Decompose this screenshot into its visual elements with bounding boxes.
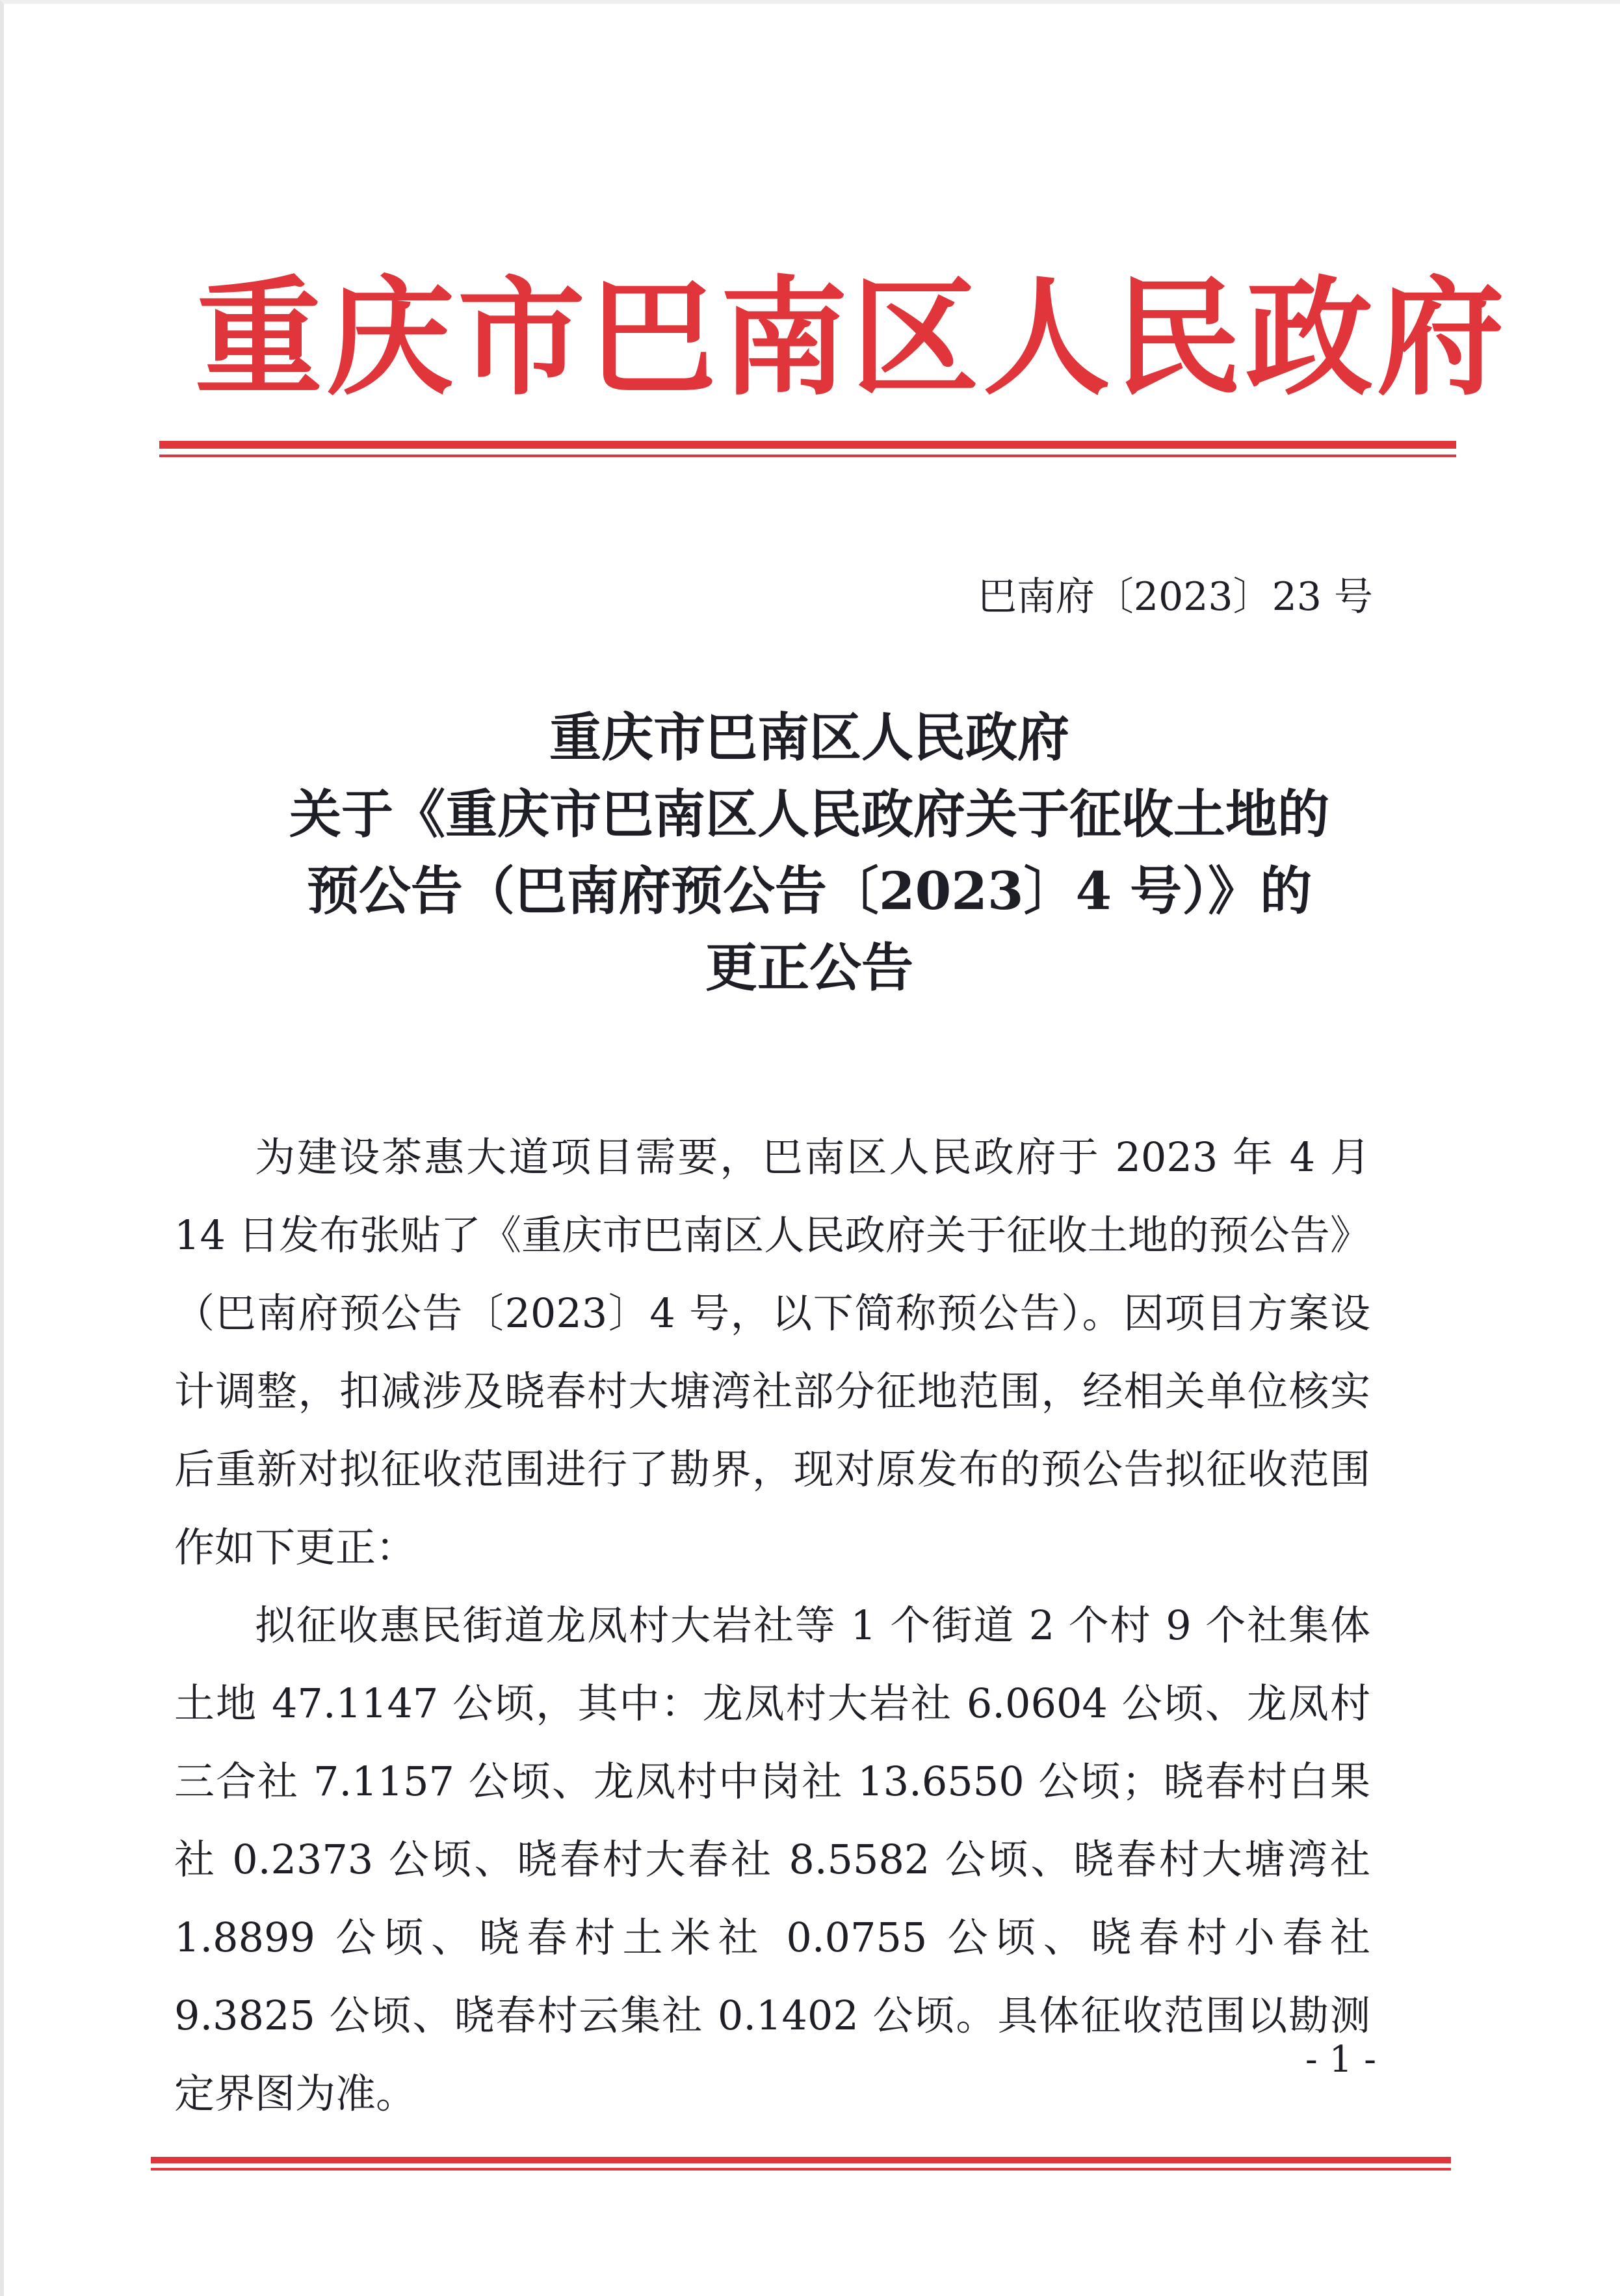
body-paragraph: 为建设茶惠大道项目需要，巴南区人民政府于 2023 年 4 月 14 日发布张贴了《重庆市巴南区人民政府关于征收土地的预公告》（巴南府预公告〔2023〕4 号，以下简称预公告）。因项目方案设计调整，扣减涉及晓春村大塘湾社部分征地范围，经相关单位核实后重新对拟征收范围进行了勘界，现对原发布的预公告拟征收范围作如下更正： xyxy=(174,1133,1370,1571)
title-line: 更正公告 xyxy=(705,937,913,998)
document-title xyxy=(150,699,1469,1006)
masthead-rule-thin xyxy=(159,455,1456,457)
title-line: 重庆市巴南区人民政府 xyxy=(549,707,1069,768)
footer-rule-thin xyxy=(151,2168,1451,2171)
page-number: - 1 - xyxy=(1305,2039,1376,2081)
document-body xyxy=(174,1118,1370,2133)
title-line: 预公告（巴南府预公告〔2023〕4 号）》的 xyxy=(306,860,1313,921)
title-line: 关于《重庆市巴南区人民政府关于征收土地的 xyxy=(289,784,1329,845)
footer-rule-thick xyxy=(151,2157,1451,2163)
masthead-rule-thick xyxy=(159,441,1456,449)
body-paragraph: 拟征收惠民街道龙凤村大岩社等 1 个街道 2 个村 9 个社集体土地 47.1147 公顷，其中：龙凤村大岩社 6.0604 公顷、龙凤村三合社 7.1157 公顷、龙凤村中岗社 13.6550 公顷；晓春村白果社 0.2373 公顷、晓春村大春社 8.5582 公顷、晓春村大塘湾社 1.8899 公顷、晓春村土米社 0.0755 公顷、晓春村小春社 9.3825 公顷、晓春村云集社 0.1402 公顷。具体征收范围以勘测定界图为准。 xyxy=(174,1602,1370,2117)
masthead-title: 重庆市巴南区人民政府 xyxy=(195,263,1509,413)
document-number: 巴南府〔2023〕23 号 xyxy=(977,574,1373,620)
